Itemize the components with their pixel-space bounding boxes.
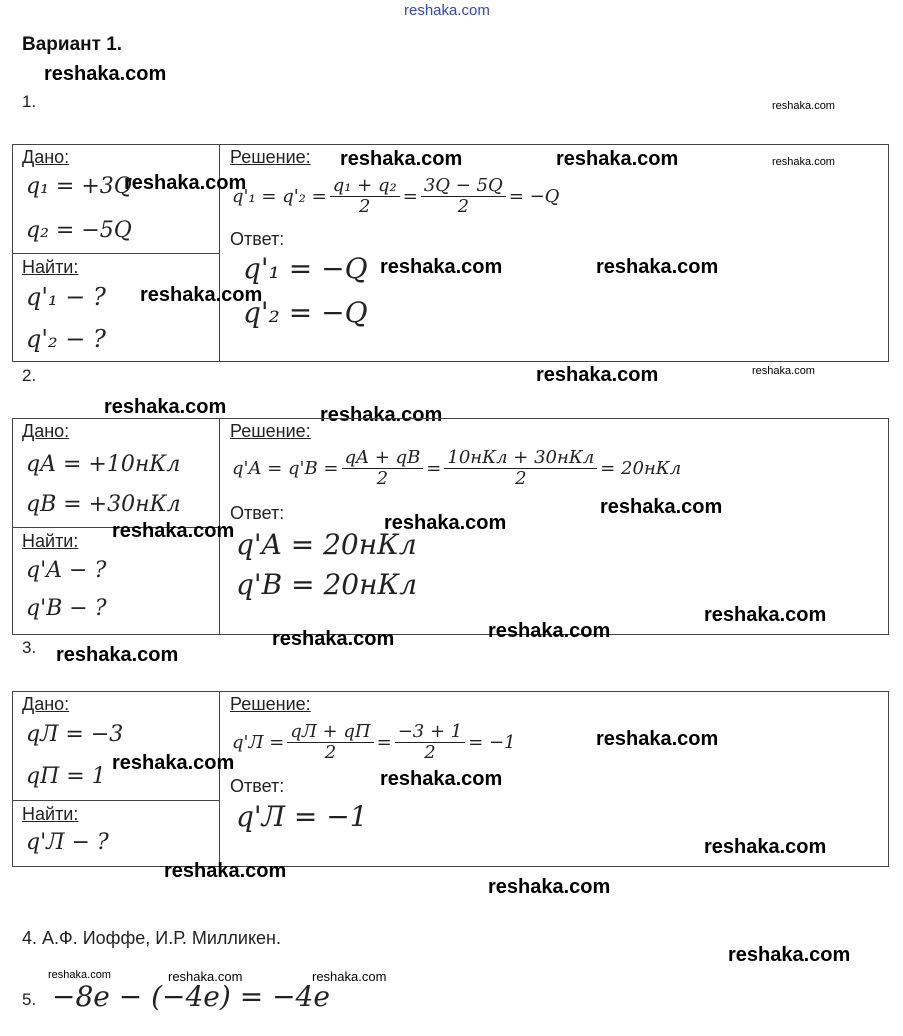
find-label: Найти: [22,531,79,551]
problem-5-number: 5. [22,990,37,1009]
find-qA: q'A − ? [26,558,107,583]
solution-formula: q'₁ = q'₂ = $\frac{\text{q₁ + q₂}}{2}$ = $\frac{3Q - 5Q}{2}$ = −Q [232,175,560,217]
given-qB: qB = +30нКл [26,492,181,517]
watermark: reshaka.com [728,944,851,966]
solution-formula: q'A = q'B = $\frac{qA + qB}{2}$ = $\frac{\text{10нКл + 30нКл}}{2}$ = 20нКл [232,447,682,489]
watermark: reshaka.com [772,156,835,168]
given-qA: qA = +10нКл [26,452,181,477]
watermark: reshaka.com [140,284,263,306]
answer-label: Ответ: [230,503,285,523]
find-qL: q'Л − ? [26,830,109,855]
watermark: reshaka.com [112,752,235,774]
solution-label: Решение: [230,421,311,441]
watermark: reshaka.com [536,364,659,386]
given-q1: q₁ = +3Q [26,174,132,199]
watermark: reshaka.com [752,365,815,377]
watermark: reshaka.com [164,860,287,882]
watermark: reshaka.com [312,969,387,984]
watermark: reshaka.com [44,63,167,85]
find-label: Найти: [22,804,79,824]
answer-q1: q'₁ = −Q [243,252,368,285]
solution-formula: q'Л = $\frac{qЛ + qП}{2}$ = $\frac{-3 + 1}{2}$ = −1 [232,721,516,763]
watermark: reshaka.com [168,969,243,984]
find-qB: q'B − ? [26,596,107,621]
watermark: reshaka.com [320,404,443,426]
watermark: reshaka.com [596,256,719,278]
watermark: reshaka.com [56,644,179,666]
answer-qB: q'B = 20нКл [236,568,418,601]
watermark: reshaka.com [48,969,111,981]
watermark: reshaka.com [600,496,723,518]
given-label: Дано: [22,421,70,441]
given-label: Дано: [22,694,70,714]
watermark: reshaka.com [488,620,611,642]
problem-2-number: 2. [22,366,37,385]
given-label: Дано: [22,147,70,167]
solution-label: Решение: [230,694,311,714]
watermark: reshaka.com [596,728,719,750]
watermark: reshaka.com [704,836,827,858]
watermark: reshaka.com [340,148,463,170]
problem-5-expression: −8e − (−4e) = −4e [52,980,330,1013]
watermark: reshaka.com [380,256,503,278]
watermark: reshaka.com [704,604,827,626]
watermark: reshaka.com [772,100,835,112]
problem-4-answer: 4. А.Ф. Иоффе, И.Р. Милликен. [22,928,281,948]
watermark: reshaka.com [380,768,503,790]
watermark: reshaka.com [104,396,227,418]
find-q1: q'₁ − ? [26,283,106,311]
given-q2: q₂ = −5Q [26,218,132,243]
problem-3-number: 3. [22,638,37,657]
problem-1-number: 1. [22,92,37,111]
page-title: Вариант 1. [22,34,123,55]
answer-q2: q'₂ = −Q [243,296,368,329]
watermark: reshaka.com [556,148,679,170]
given-qL: qЛ = −3 [26,722,124,747]
watermark: reshaka.com [112,520,235,542]
watermark-top: reshaka.com [404,2,490,19]
watermark: reshaka.com [488,876,611,898]
watermark: reshaka.com [124,172,247,194]
solution-label: Решение: [230,147,311,167]
given-qP: qП = 1 [26,764,106,789]
answer-qA: q'A = 20нКл [236,528,417,561]
answer-qL: q'Л = −1 [236,800,368,833]
watermark: reshaka.com [384,512,507,534]
answer-label: Ответ: [230,229,285,249]
find-q2: q'₂ − ? [26,325,106,353]
answer-label: Ответ: [230,776,285,796]
find-label: Найти: [22,257,79,277]
watermark: reshaka.com [272,628,395,650]
